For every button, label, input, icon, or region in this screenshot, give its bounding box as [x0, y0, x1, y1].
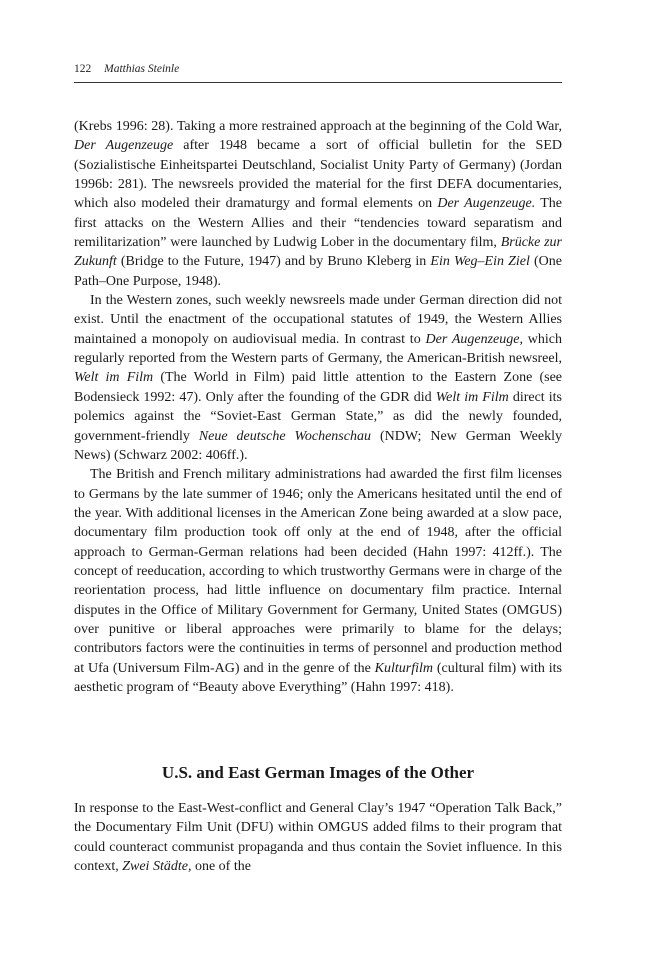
film-title: Brücke zur Zukunft	[74, 235, 562, 270]
paragraph-3	[74, 465, 562, 697]
film-title: Welt im Film	[435, 389, 509, 405]
film-title: Ein Weg–Ein Ziel	[430, 254, 530, 270]
film-title: Neue deutsche Wochenschau	[198, 428, 371, 444]
text-run: one of the	[191, 859, 251, 875]
text-run: In response to the East-West-conflict and General Clay’s 1947 “Operation Talk Back,” the Documentary Film Unit (DFU) within OMGUS added films to their program that could counteract communist propaganda and thus contain the Soviet influence. In this context,	[74, 801, 562, 875]
film-title: Der Augenzeuge	[74, 138, 174, 154]
text-run: (Krebs 1996: 28). Taking a more restrained approach at the beginning of the Cold War,	[74, 119, 562, 134]
film-title: Der Augenzeuge.	[437, 196, 536, 212]
text-run: which regularly reported from the Western parts of Germany, the American-British newsreel,	[74, 331, 562, 367]
film-title: Der Augenzeuge,	[425, 331, 523, 347]
text-run: (One Path–One Purpose, 1948).	[74, 254, 562, 289]
section-heading: U.S. and East German Images of the Other	[161, 763, 475, 782]
film-title: Kulturfilm	[374, 660, 434, 676]
text-run: The first attacks on the Western Allies and their “tendencies toward separatism and remilitarization” were launched by Ludwig Lober in the documentary film,	[74, 196, 562, 251]
text-run: (cultural film) with its aesthetic program of “Beauty above Everything” (Hahn 1997: 418).	[74, 660, 562, 695]
page-number: 122	[74, 63, 92, 75]
running-head	[74, 63, 562, 75]
text-run: after 1948 became a sort of official bulletin for the SED (Sozialistische Einheitspartei Deutschland, Socialist Unity Party of Germany) (Jordan 1996b: 281). The newsreels provided the material for the first DEFA documentaries, which also modeled their dramaturgy and formal elements on	[74, 138, 562, 212]
text-run: (Bridge to the Future, 1947) and by Bruno Kleberg in	[116, 254, 431, 270]
text-run: The British and French military administrations had awarded the first film licenses to Germans by the late summer of 1946; only the Americans hesitated until the end of the year. With additional licenses in the American Zone being awarded at a slow pace, documentary film production took off only at the end of 1948, after the official approach to German-German relations had been decided (Hahn 1997: 412ff.). The concept of reeducation, according to which trustworthy Germans were in charge of the reorientation process, had little influence on documentary film practice. Internal disputes in the Office of Military Government for Germany, United States (OMGUS) over punitive or liberal approaches were primarily to blame for the delays; contributors factors were the continuities in terms of personnel and production method at Ufa (Universum Film-AG) and in the genre of the	[74, 467, 562, 676]
header-rule	[74, 82, 562, 83]
text-run: In the Western zones, such weekly newsreels made under German direction did not exist. Until the enactment of the occupational statutes of 1949, the Western Allies maintained a monopoly on audiovisual media. In contrast to	[74, 293, 562, 347]
body-text	[74, 117, 562, 697]
running-head-author: Matthias Steinle	[104, 63, 180, 75]
paragraph-2	[74, 291, 562, 465]
body-text-section	[74, 799, 562, 876]
film-title: Welt im Film	[74, 370, 154, 386]
paragraph-1	[74, 117, 562, 291]
text-run: (NDW; New German Weekly News) (Schwarz 2002: 406ff.).	[74, 428, 562, 463]
paragraph-4	[74, 799, 562, 876]
film-title: Zwei Städte,	[122, 859, 192, 875]
text-run: (The World in Film) paid little attention to the Eastern Zone (see Bodensieck 1992: 47). Only after the founding of the GDR did	[74, 370, 563, 405]
text-run: direct its polemics against the “Soviet-East German State,” as did the newly founded, government-friendly	[74, 389, 563, 444]
